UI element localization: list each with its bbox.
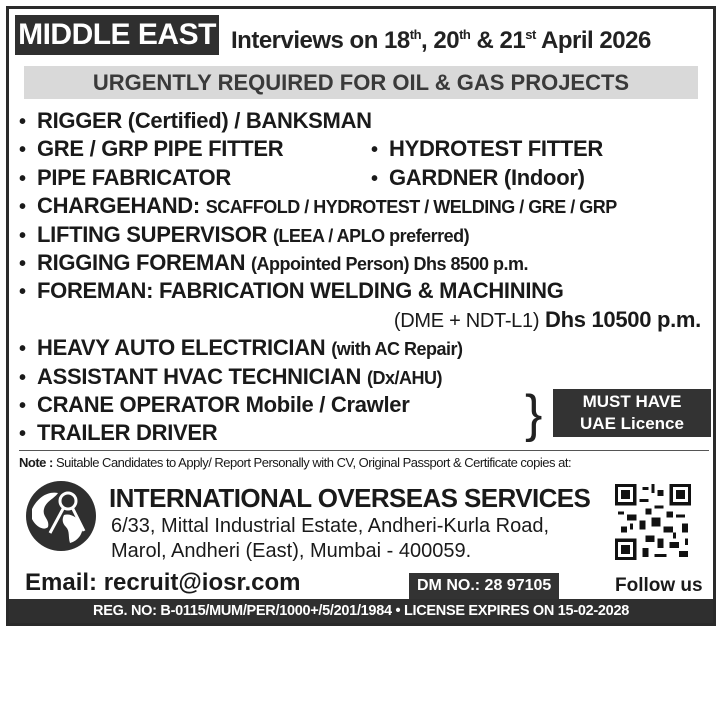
list-item: • LIFTING SUPERVISOR (LEEA / APLO preferred) (19, 221, 470, 247)
list-item: • ASSISTANT HVAC TECHNICIAN (Dx/AHU) (19, 363, 442, 389)
header (9, 9, 713, 61)
interview-dates: Interviews on 18th, 20th & 21st April 2026 (231, 27, 651, 54)
dm-number-badge: DM NO.: 28 97105 (409, 573, 559, 599)
company-address: 6/33, Mittal Industrial Estate, Andheri-Kurla Road, Marol, Andheri (East), Mumbai - 400059. (111, 515, 550, 562)
contact-email[interactable]: Email: recruit@iosr.com (25, 569, 301, 596)
globe-logo-icon (24, 479, 98, 553)
list-item: • CHARGEHAND: SCAFFOLD / HYDROTEST / WELDING / GRE / GRP (19, 193, 617, 219)
list-item: • TRAILER DRIVER (19, 420, 218, 446)
list-item: • FOREMAN: FABRICATION WELDING & MACHINING (19, 278, 564, 304)
list-item: • CRANE OPERATOR Mobile / Crawler (19, 391, 410, 417)
brace-icon: } (525, 385, 543, 443)
list-item: • PIPE FABRICATOR • GARDNER (Indoor) (19, 164, 585, 190)
list-item: • GRE / GRP PIPE FITTER • HYDROTEST FITTER (19, 136, 603, 162)
must-have-licence-badge: MUST HAVE UAE Licence (553, 389, 711, 437)
list-item: • RIGGER (Certified) / BANKSMAN (19, 108, 372, 133)
job-advertisement (6, 6, 716, 626)
qr-code-icon[interactable] (615, 484, 691, 560)
region-badge: MIDDLE EAST (15, 15, 219, 55)
list-item-detail: (DME + NDT-L1) Dhs 10500 p.m. (393, 306, 701, 332)
positions-list (19, 107, 709, 448)
urgent-banner: URGENTLY REQUIRED FOR OIL & GAS PROJECTS (24, 66, 698, 99)
list-item: • RIGGING FOREMAN (Appointed Person) Dhs 8500 p.m. (19, 249, 529, 275)
follow-us-label: Follow us (615, 575, 703, 596)
list-item: • HEAVY AUTO ELECTRICIAN (with AC Repair) (19, 335, 463, 361)
company-name: INTERNATIONAL OVERSEAS SERVICES (109, 483, 591, 513)
application-note: Note : Suitable Candidates to Apply/ Report Personally with CV, Original Passport & Certificate copies at: (19, 450, 709, 473)
registration-footer: REG. NO: B-0115/MUM/PER/1000+/5/201/1984 • LICENSE EXPIRES ON 15-02-2028 (9, 599, 713, 623)
